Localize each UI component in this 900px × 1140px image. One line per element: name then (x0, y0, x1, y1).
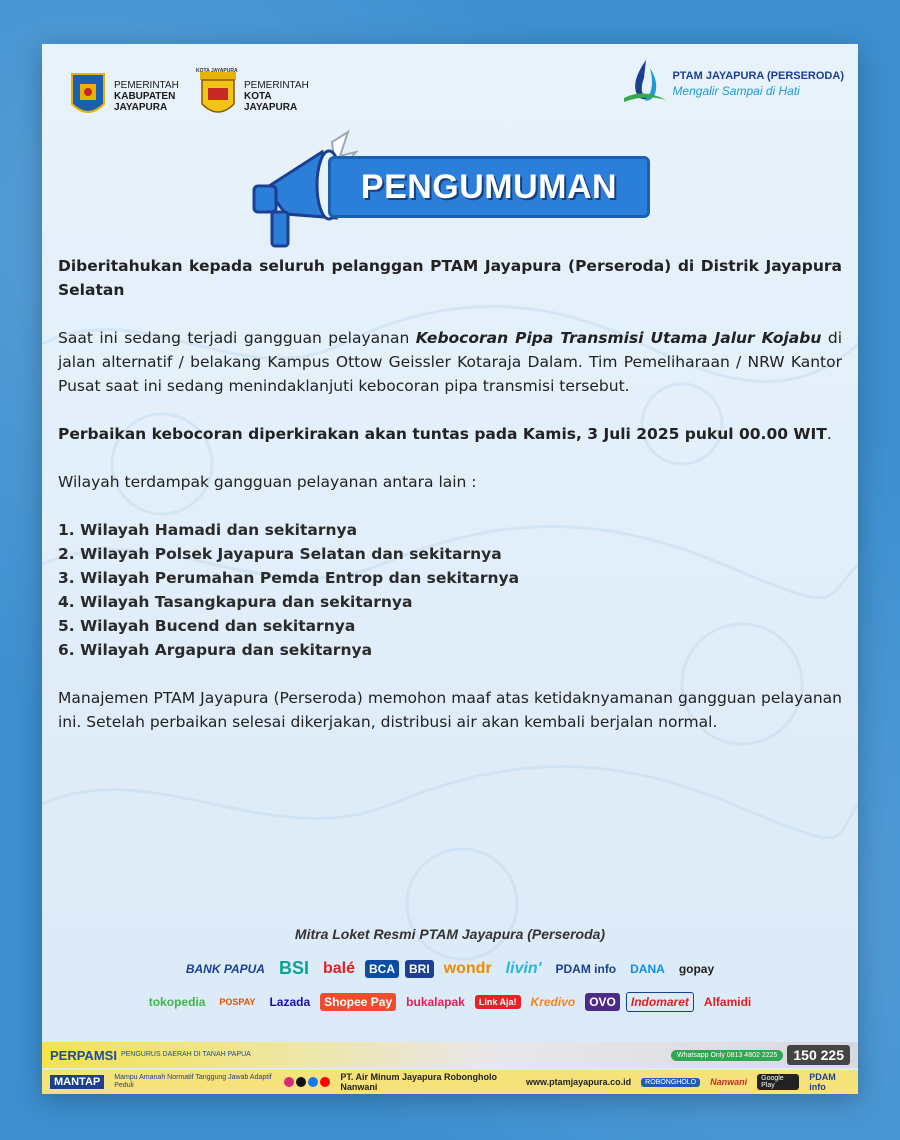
affected-areas-list (58, 518, 842, 662)
kota-seal-icon (198, 70, 238, 122)
list-item: 6. Wilayah Argapura dan sekitarnya (58, 641, 373, 659)
kota-line-1: PEMERINTAH (244, 79, 309, 91)
partners-row-1 (42, 956, 858, 981)
partner-pospay: POSPAY (219, 997, 256, 1007)
call-center-number[interactable]: 150 225 (787, 1045, 850, 1065)
kota-line-3: JAYAPURA (244, 101, 298, 113)
tiktok-icon[interactable] (296, 1077, 306, 1087)
list-item: 1. Wilayah Hamadi dan sekitarnya (58, 521, 358, 539)
disruption-text-a: Saat ini sedang terjadi gangguan pelayanan (58, 329, 416, 347)
brand-robongholo: ROBONGHOLO (641, 1078, 700, 1087)
youtube-icon[interactable] (320, 1077, 330, 1087)
partner-alfamidi: Alfamidi (703, 995, 752, 1009)
water-drop-logo-icon (622, 58, 668, 110)
logo-ptam-jayapura (622, 58, 844, 110)
kab-line-3: JAYAPURA (114, 101, 168, 113)
footer-perpamsi-bar (42, 1042, 858, 1068)
kabupaten-seal-icon (68, 70, 108, 122)
intro-paragraph: Diberitahukan kepada seluruh pelanggan PTAM Jayapura (Perseroda) di Distrik Jayapura Selatan (58, 257, 842, 299)
partner-ovo: OVO (585, 993, 620, 1011)
partner-pdam-info: PDAM info (555, 961, 617, 976)
list-item: 4. Wilayah Tasangkapura dan sekitarnya (58, 593, 413, 611)
ptam-company-name: PTAM JAYAPURA (PERSERODA) (672, 70, 844, 82)
disruption-text-c: di jalan alternatif / belakang Kampus Ottow Geissler Kotaraja Dalam. Tim Pemeliharaan / NRW Kantor Pusat saat ini sedang menindaklanjuti kebocoran pipa transmisi tersebut. (58, 329, 842, 395)
disruption-paragraph (58, 326, 842, 398)
partner-gopay: gopay (678, 961, 715, 976)
affected-intro: Wilayah terdampak gangguan pelayanan antara lain : (58, 473, 477, 491)
mantap-logo: MANTAP (50, 1075, 104, 1089)
facebook-icon[interactable] (308, 1077, 318, 1087)
kota-line-2: KOTA (244, 90, 272, 102)
footer-info-bar (42, 1070, 858, 1094)
logo-kabupaten-jayapura (68, 70, 179, 122)
partner-bca: BCA (365, 960, 399, 978)
instagram-icon[interactable] (284, 1077, 294, 1087)
closing-paragraph: Manajemen PTAM Jayapura (Perseroda) memohon maaf atas ketidaknyamanan gangguan pelayanan ini. Setelah perbaikan selesai dikerjakan, distribusi air akan kembali berjalan normal. (58, 689, 842, 731)
kota-seal-label: KOTA JAYAPURA (196, 68, 238, 74)
estimate-paragraph (58, 422, 842, 446)
disruption-highlight: Kebocoran Pipa Transmisi Utama Jalur Kojabu (415, 329, 822, 347)
ptam-tagline: Mengalir Sampai di Hati (672, 84, 800, 98)
estimate-text: Perbaikan kebocoran diperkirakan akan tuntas pada Kamis, 3 Juli 2025 pukul 00.00 WIT (58, 425, 827, 443)
list-item: 5. Wilayah Bucend dan sekitarnya (58, 617, 356, 635)
perpamsi-logo: PERPAMSI (50, 1047, 117, 1063)
partners-row-2 (42, 992, 858, 1012)
mantap-subtitle: Mampu Amanah Normatif Tanggung Jawab Adaptif Peduli (114, 1074, 272, 1089)
perpamsi-subtitle: PENGURUS DAERAH DI TANAH PAPUA (120, 1051, 251, 1058)
page-title: PENGUMUMAN (360, 167, 618, 206)
partner-lazada: Lazada (269, 995, 311, 1009)
brand-nanwani: Nanwani (710, 1077, 748, 1087)
partner-bsi: BSI (278, 958, 309, 978)
partner-kredivo: Kredivo (530, 995, 576, 1009)
partner-bukalapak: bukalapak (406, 995, 465, 1009)
partner-bank-papua: BANK PAPUA (185, 961, 265, 976)
announcement-card (42, 44, 858, 1094)
partner-tokopedia: tokopedia (148, 995, 206, 1009)
list-item: 2. Wilayah Polsek Jayapura Selatan dan sekitarnya (58, 545, 502, 563)
partners-title: Mitra Loket Resmi PTAM Jayapura (Perseroda) (294, 926, 606, 942)
social-icons (284, 1077, 330, 1087)
google-play-badge[interactable]: Google Play (757, 1074, 799, 1090)
kab-line-1: PEMERINTAH (114, 79, 179, 91)
partner-dana: DANA (630, 961, 665, 976)
pdam-info-footer: PDAM info (809, 1072, 836, 1092)
partner-bale: balé (322, 959, 355, 977)
partner-bri: BRI (405, 960, 434, 978)
logo-kota-jayapura (198, 70, 309, 122)
partner-linkaja: Link Aja! (475, 995, 521, 1009)
estimate-period: . (826, 425, 832, 443)
announcement-title-banner (328, 156, 650, 218)
whatsapp-badge[interactable]: Whatsapp Only 0813 4802 2225 (671, 1050, 783, 1061)
partner-indomaret: Indomaret (626, 992, 694, 1012)
partner-livin: livin' (505, 959, 542, 977)
announcement-body (58, 254, 842, 734)
list-item: 3. Wilayah Perumahan Pemda Entrop dan sekitarnya (58, 569, 520, 587)
partner-wondr: wondr (443, 959, 492, 977)
partner-shopeepay: Shopee Pay (320, 993, 396, 1011)
website-link[interactable]: www.ptamjayapura.co.id (525, 1077, 632, 1087)
company-name: PT. Air Minum Jayapura Robongholo Nanwani (340, 1072, 498, 1092)
kab-line-2: KABUPATEN (114, 90, 176, 102)
